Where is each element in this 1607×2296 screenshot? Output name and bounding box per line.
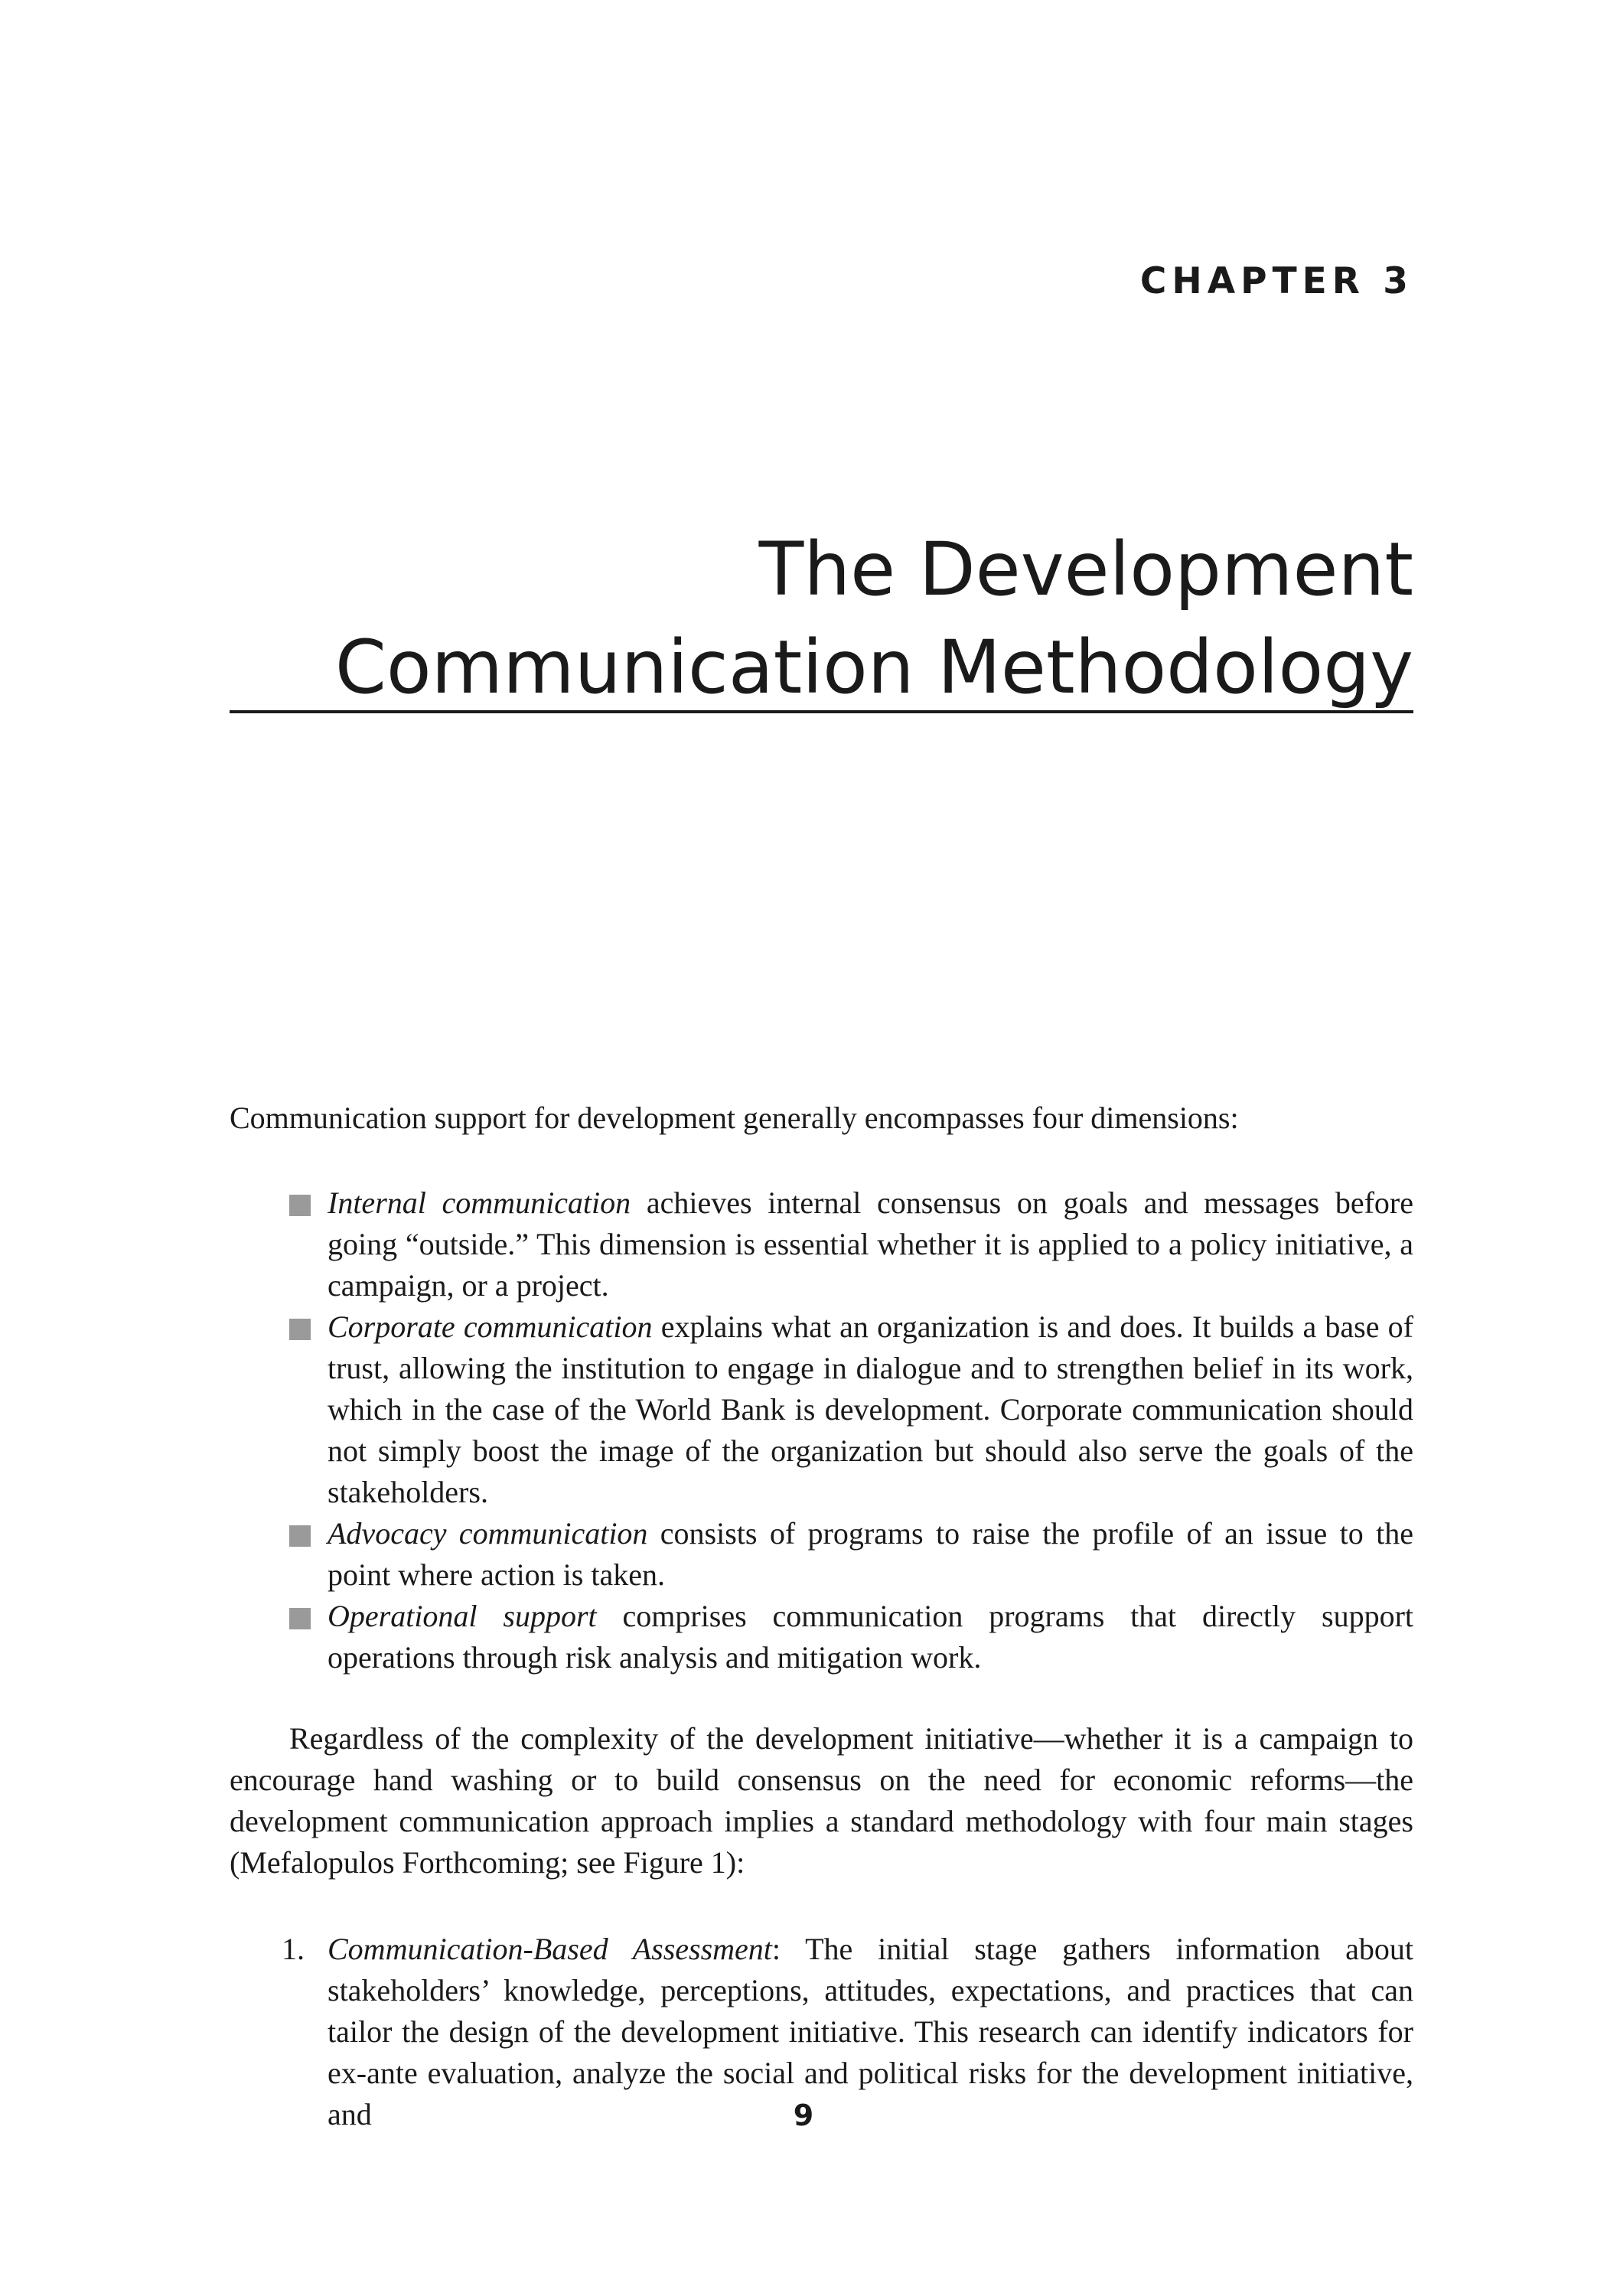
dimension-term: Advocacy communication <box>328 1516 648 1551</box>
dimensions-list <box>230 1182 1413 1678</box>
chapter-title-line-1: The Development <box>758 527 1413 612</box>
title-rule <box>230 710 1413 713</box>
list-item <box>230 1306 1413 1513</box>
dimension-term: Operational support <box>328 1599 597 1633</box>
dimension-text: consists of programs to raise the profile of an issue to the point where action is taken. <box>328 1516 1413 1592</box>
list-item <box>230 1513 1413 1596</box>
dimension-text: explains what an organization is and does. It builds a base of trust, allowing the institution to engage in dialogue and to strengthen belief in its work, which in the case of the World Bank is development. Corporate communication should not simply boost the image of the organization but should also serve the goals of the stakeholders. <box>328 1309 1413 1509</box>
dimension-term: Corporate communication <box>328 1309 653 1344</box>
stage-term: Communication-Based Assessment <box>328 1932 772 1966</box>
intro-paragraph: Communication support for development generally encompasses four dimensions: <box>230 1101 1239 1135</box>
square-bullet-icon <box>289 1525 311 1547</box>
stage-text: : The initial stage gathers information about stakeholders’ knowledge, perceptions, attitudes, expectations, and practices that can tailor the design of the development initiative. This research can identify indicators for ex-ante evaluation, analyze the social and political risks for the development initiative, and <box>328 1932 1413 2131</box>
list-item <box>230 1182 1413 1306</box>
methodology-paragraph: Regardless of the complexity of the development initiative—whether it is a campaign to encourage hand washing or to build consensus on the need for economic reforms—the development communication approach implies a standard methodology with four main stages (Mefalopulos Forthcoming; see Figure 1): <box>230 1721 1413 1880</box>
chapter-title <box>230 520 1413 716</box>
list-item <box>230 1596 1413 1678</box>
page-number: 9 <box>793 2099 814 2132</box>
dimension-text: comprises communication programs that directly support operations through risk analysis and mitigation work. <box>328 1599 1413 1675</box>
chapter-title-line-2: Communication Methodology <box>334 625 1413 710</box>
dimension-text: achieves internal consensus on goals and messages before going “outside.” This dimension is essential whether it is applied to a policy initiative, a campaign, or a project. <box>328 1186 1413 1303</box>
stage-number: 1. <box>282 1932 305 1966</box>
square-bullet-icon <box>289 1319 311 1340</box>
chapter-label: CHAPTER 3 <box>1139 260 1413 302</box>
square-bullet-icon <box>289 1608 311 1629</box>
square-bullet-icon <box>289 1195 311 1216</box>
dimension-term: Internal communication <box>328 1186 631 1220</box>
